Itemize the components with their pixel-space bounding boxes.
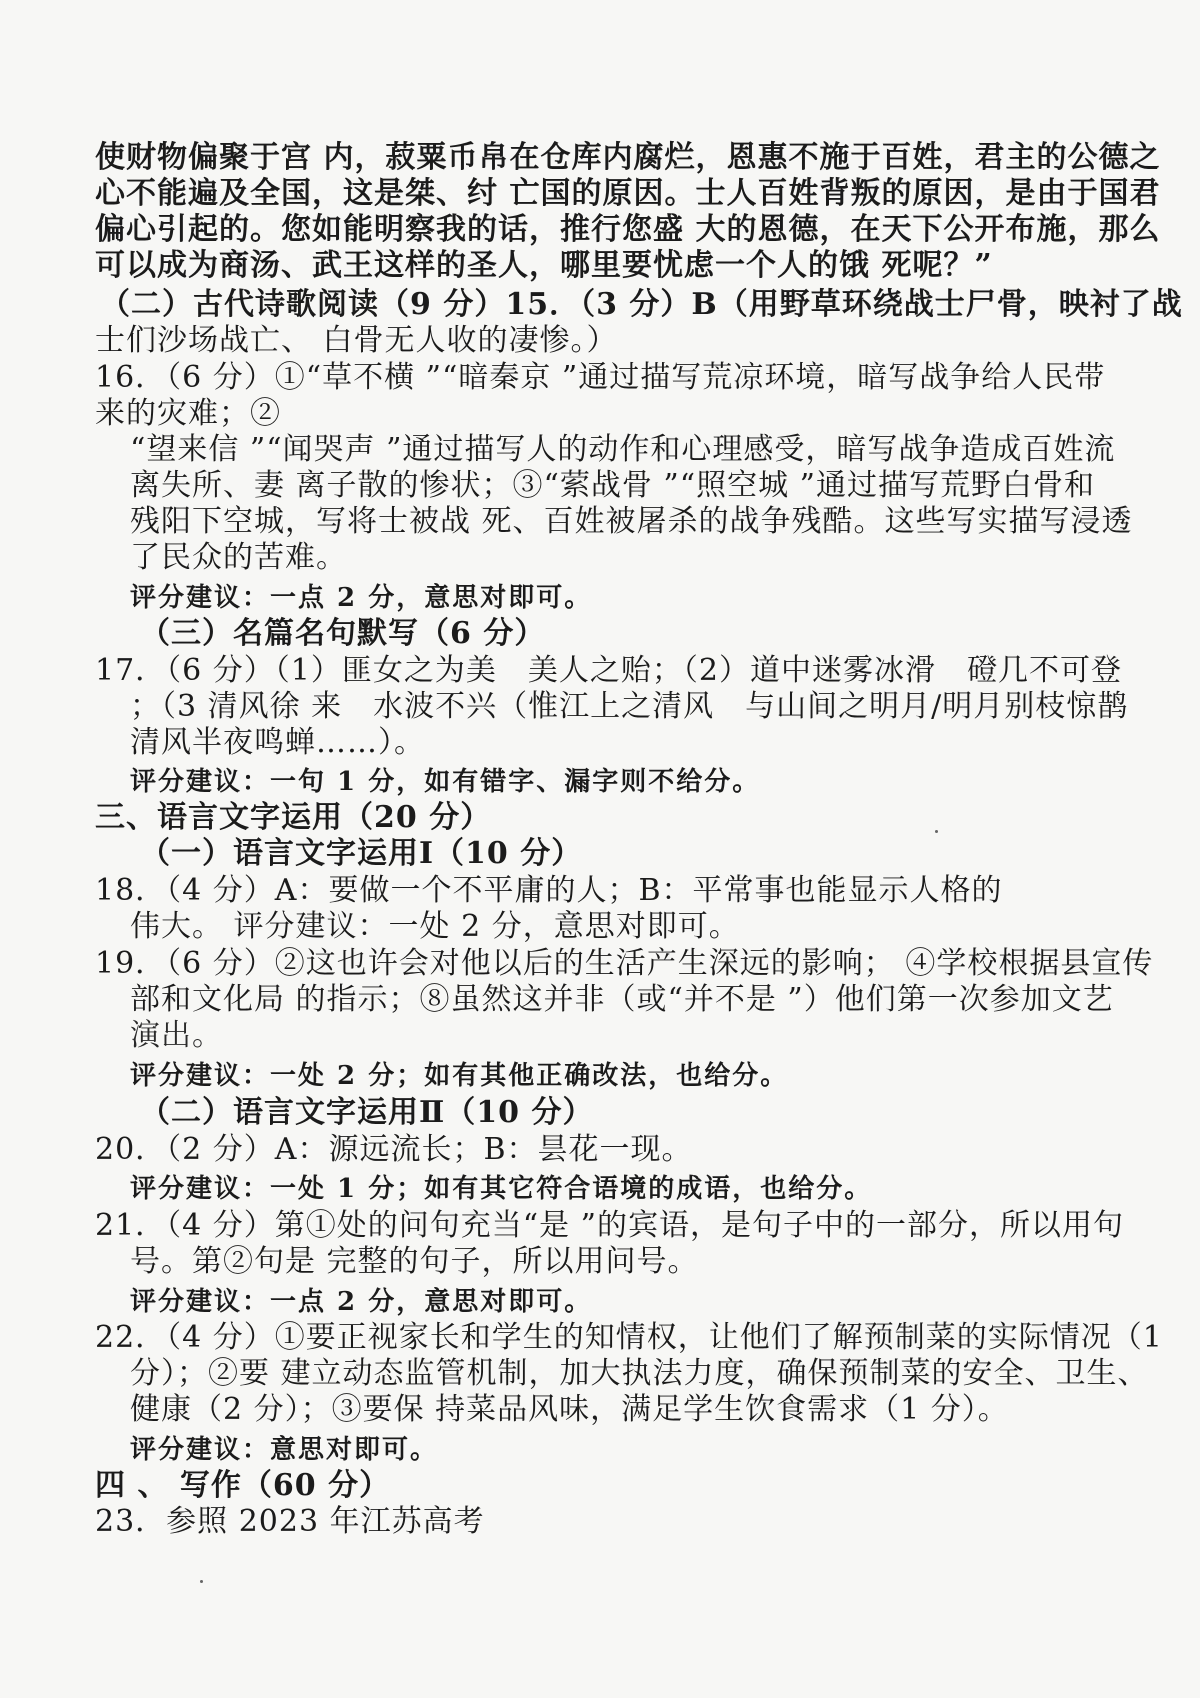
passage-line-2: 心不能遍及全国，这是桀、纣 亡国的原因。士人百姓背叛的原因，是由于国君 xyxy=(95,176,1161,211)
passage-line-1: 使财物偏聚于宫 内，菽粟币帛在仓库内腐烂，恩惠不施于百姓，君主的公德之 xyxy=(95,140,1161,175)
answer-16-cont-5: 了民众的苦难。 xyxy=(130,540,347,575)
scan-speck xyxy=(935,830,938,833)
answer-23: 23．参照 2023 年江苏高考 xyxy=(95,1504,485,1539)
answer-22: 22．（4 分）①要正视家长和学生的知情权，让他们了解预制菜的实际情况（1 xyxy=(95,1320,1163,1355)
answer-18: 18．（4 分）A：要做一个不平庸的人；B：平常事也能显示人格的 xyxy=(95,873,1003,908)
answer-16: 16．（6 分）①“草不横 ”“暗秦京 ”通过描写荒凉环境，暗写战争给人民带 xyxy=(95,360,1106,395)
answer-16-cont-3: 离失所、妻 离子散的惨状；③“萦战骨 ”“照空城 ”通过描写荒野白骨和 xyxy=(130,468,1095,503)
scoring-note-19: 评分建议：一处 2 分；如有其他正确改法，也给分。 xyxy=(130,1061,789,1091)
answer-19: 19．（6 分）②这也许会对他以后的生活产生深远的影响； ④学校根据县宣传 xyxy=(95,946,1154,981)
scoring-note-22: 评分建议：意思对即可。 xyxy=(130,1435,439,1465)
section-heading-recitation: （三）名篇名句默写（6 分） xyxy=(140,616,546,651)
answer-21: 21．（4 分）第①处的问句充当“是 ”的宾语，是句子中的一部分，所以用句 xyxy=(95,1208,1125,1243)
answer-19-cont-2: 演出。 xyxy=(130,1018,223,1053)
scan-speck xyxy=(200,1580,203,1583)
answer-15-cont: 士们沙场战亡、 白骨无人收的凄惨。） xyxy=(95,323,618,358)
scoring-note-16: 评分建议：一点 2 分，意思对即可。 xyxy=(130,583,593,613)
scoring-note-17: 评分建议：一句 1 分，如有错字、漏字则不给分。 xyxy=(130,767,761,797)
passage-line-4: 可以成为商汤、武王这样的圣人，哪里要忧虑一个人的饿 死呢？” xyxy=(95,248,993,283)
scoring-note-20: 评分建议：一处 1 分；如有其它符合语境的成语，也给分。 xyxy=(130,1174,873,1204)
subsection-heading-language-2: （二）语言文字运用Ⅱ（10 分） xyxy=(140,1095,594,1130)
answer-17-cont-1: ；（3 清风徐 来 水波不兴（惟江上之清风 与山间之明月/明月别枝惊鹊 xyxy=(130,689,1129,724)
answer-19-cont-1: 部和文化局 的指示；⑧虽然这并非（或“并不是 ”）他们第一次参加文艺 xyxy=(130,982,1114,1017)
answer-16-cont-2: “望来信 ”“闻哭声 ”通过描写人的动作和心理感受，暗写战争造成百姓流 xyxy=(130,432,1116,467)
answer-20: 20．（2 分）A：源远流长；B：昙花一现。 xyxy=(95,1132,693,1167)
answer-17: 17．（6 分）（1）匪女之为美 美人之贻；（2）道中迷雾冰滑 磴几不可登 xyxy=(95,653,1122,688)
subsection-heading-language-1: （一）语言文字运用Ⅰ（10 分） xyxy=(140,836,583,871)
answer-21-cont: 号。第②句是 完整的句子，所以用问号。 xyxy=(130,1244,699,1279)
section-heading-writing: 四 、 写作（60 分） xyxy=(95,1468,391,1503)
scoring-note-21: 评分建议：一点 2 分，意思对即可。 xyxy=(130,1287,593,1317)
answer-22-cont-2: 健康（2 分）；③要保 持菜品风味，满足学生饮食需求（1 分）。 xyxy=(130,1392,1009,1427)
section-heading-poetry: （二）古代诗歌阅读（9 分）15．（3 分）B（用野草环绕战士尸骨，映衬了战 xyxy=(100,287,1183,322)
answer-16-cont-1: 来的灾难；② xyxy=(95,396,281,431)
answer-22-cont-1: 分）；②要 建立动态监管机制，加大执法力度，确保预制菜的安全、卫生、 xyxy=(130,1356,1149,1391)
section-heading-language: 三、语言文字运用（20 分） xyxy=(95,800,492,835)
answer-16-cont-4: 残阳下空城，写将士被战 死、百姓被屠杀的战争残酷。这些写实描写浸透 xyxy=(130,504,1133,539)
passage-line-3: 偏心引起的。您如能明察我的话，推行您盛 大的恩德，在天下公开布施，那么 xyxy=(95,212,1161,247)
answer-18-cont: 伟大。 评分建议：一处 2 分，意思对即可。 xyxy=(130,909,740,944)
answer-17-cont-2: 清风半夜鸣蝉……）。 xyxy=(130,725,425,760)
